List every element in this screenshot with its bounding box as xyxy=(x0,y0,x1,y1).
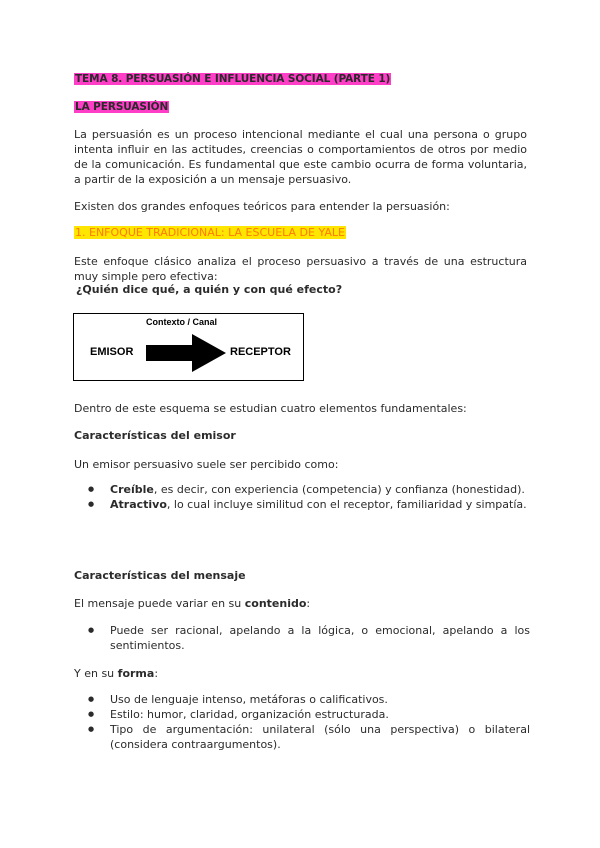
elements-text: Dentro de este esquema se estudian cuatro elementos fundamentales: xyxy=(74,402,467,415)
list-item: ● Uso de lenguaje intenso, metáforas o calificativos. xyxy=(74,692,530,707)
list-item: ● Atractivo, lo cual incluye similitud con el receptor, familiaridad y simpatía. xyxy=(74,497,530,512)
mensaje-heading: Características del mensaje xyxy=(74,569,246,582)
enfoques-intro: Existen dos grandes enfoques teóricos para entender la persuasión: xyxy=(74,200,450,213)
list-item: ● Puede ser racional, apelando a la lógica, o emocional, apelando a los sentimientos. xyxy=(74,623,530,653)
list-item: ● Estilo: humor, claridad, organización estructurada. xyxy=(74,707,530,722)
emisor-list xyxy=(74,482,530,512)
context-label: Contexto / Canal xyxy=(146,317,218,327)
communication-diagram xyxy=(73,313,304,381)
list-item: ● Tipo de argumentación: unilateral (sólo una perspectiva) o bilateral (considera contraargumentos). xyxy=(74,722,530,752)
sender-label: EMISOR xyxy=(90,346,134,358)
enfoque1-heading-text: 1. ENFOQUE TRADICIONAL: LA ESCUELA DE YALE xyxy=(75,226,345,239)
forma-list xyxy=(74,692,530,752)
enfoque1-text: Este enfoque clásico analiza el proceso persuasivo a través de una estructura muy simple pero efectiva: xyxy=(74,255,527,283)
contenido-list xyxy=(74,623,530,653)
section-heading xyxy=(74,101,169,113)
title-text: TEMA 8. PERSUASIÓN E INFLUENCIA SOCIAL (PARTE 1) xyxy=(75,73,391,85)
question: ¿Quién dice qué, a quién y con qué efecto? xyxy=(76,283,343,296)
right-arrow-icon xyxy=(146,334,226,372)
emisor-intro: Un emisor persuasivo suele ser percibido como: xyxy=(74,458,339,471)
intro-paragraph: La persuasión es un proceso intencional mediante el cual una persona o grupo intenta influir en las actitudes, creencias o comportamientos de otros por medio de la comunicación. Es fundamental que este cambio ocurra de forma voluntaria, a partir de la exposición a un mensaje persuasivo. xyxy=(74,128,527,186)
mensaje-forma-intro: Y en su forma: xyxy=(74,667,159,680)
receiver-label: RECEPTOR xyxy=(230,346,291,358)
enfoque1-heading xyxy=(74,226,346,239)
list-item: ● Creíble, es decir, con experiencia (competencia) y confianza (honestidad). xyxy=(74,482,530,497)
emisor-heading: Características del emisor xyxy=(74,429,236,442)
section-heading-text: LA PERSUASIÓN xyxy=(75,101,169,113)
mensaje-contenido-intro: El mensaje puede variar en su contenido: xyxy=(74,597,311,610)
document-title xyxy=(74,73,391,85)
